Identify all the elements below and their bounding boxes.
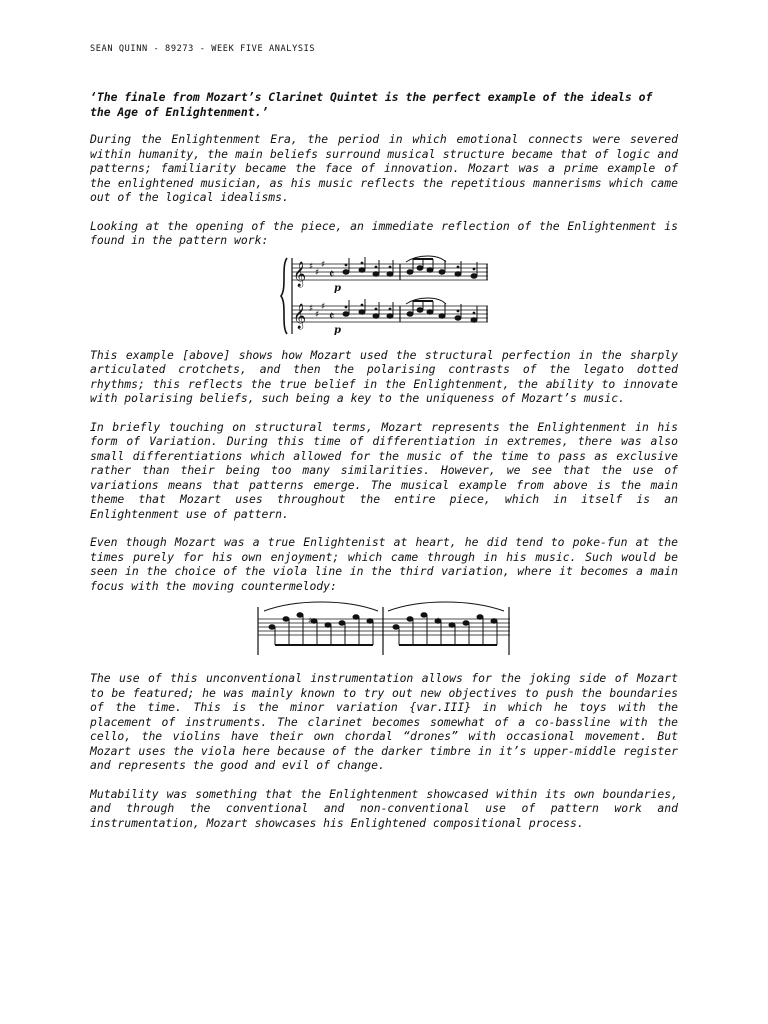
svg-text:♯: ♯ <box>309 261 314 272</box>
paragraph-6: The use of this unconventional instrumentation allows for the joking side of Mozart to be featured; he was mainly known to try out new objectives to push the boundaries of the time. This is the minor variation {var.III} in which he toys with the placement of instruments. The clarinet becomes somewhat of a co-bassline with the cello, the violins have their own chordal “drones” with occasional movement. But Mozart uses the viola here because of the darker timbre in it’s upper-middle register and represents the good and evil of change. <box>90 671 678 772</box>
svg-text:♯: ♯ <box>315 267 320 278</box>
paragraph-2: Looking at the opening of the piece, an immediate reflection of the Enlightenment is found in the pattern work: <box>90 218 678 247</box>
svg-text:𝄵: 𝄵 <box>329 308 335 323</box>
dynamic-p-2: p <box>334 324 341 336</box>
paragraph-4: In briefly touching on structural terms, Mozart represents the Enlightenment in his form of Variation. During this time of differentiation in extremes, there was also small differentiations which allowed for the music of the time to pass as exclusive rather than their being too many similarities. However, we see that the use of variations means that patterns emerge. The musical example from above is the main theme that Mozart uses throughout the entire piece, which in itself is an Enlightenment use of pattern. <box>90 419 678 521</box>
page-header: SEAN QUINN - 89273 - WEEK FIVE ANALYSIS <box>90 44 316 54</box>
essay-title: ‘The finale from Mozart’s Clarinet Quintet is the perfect example of the ideals of the Age of Enlightenment.’ <box>90 90 653 119</box>
paragraph-1: During the Enlightenment Era, the period in which emotional connects were severed within humanity, the main beliefs surround musical structure became that of logic and patterns; familiarity became the face of innovation. Mozart was a prime example of the enlightened musician, as his music reflects the repetitious mannerisms which came out of the logical idealisms. <box>90 132 678 204</box>
svg-text:♯: ♯ <box>436 616 440 625</box>
svg-text:𝄞: 𝄞 <box>293 261 307 287</box>
music-score-viola-image <box>256 597 512 661</box>
score-example-viola <box>90 597 678 661</box>
music-score-opening-image <box>278 254 490 338</box>
svg-text:𝄞: 𝄞 <box>293 303 307 329</box>
paragraph-3: This example [above] shows how Mozart used the structural perfection in the sharply articulated crotchets, and then the polarising contrasts of the legato dotted rhythms; this reflects the true belief in the Enlightenment, the ability to innovate with polarising beliefs, such being a key to the uniqueness of Mozart’s music. <box>90 347 678 405</box>
paragraph-5: Even though Mozart was a true Enlightenist at heart, he did tend to poke-fun at the times purely for his own enjoyment; which came through in his music. Such would be seen in the choice of the viola line in the third variation, where it becomes a main focus with the moving countermelody: <box>90 535 678 593</box>
paragraph-7: Mutability was something that the Enlightenment showcased within its own boundaries, and through the conventional and non-conventional use of pattern work and instrumentation, Mozart showcases his Enlightened compositional process. <box>90 786 678 830</box>
svg-text:♯: ♯ <box>309 303 314 314</box>
score-example-opening <box>90 254 678 338</box>
svg-text:𝄵: 𝄵 <box>329 266 335 281</box>
dynamic-p-1: p <box>334 282 341 294</box>
svg-text:♯: ♯ <box>308 616 312 625</box>
svg-text:♯: ♯ <box>321 259 326 270</box>
svg-text:♯: ♯ <box>321 301 326 312</box>
svg-text:♯: ♯ <box>315 309 320 320</box>
document-body <box>90 90 678 844</box>
